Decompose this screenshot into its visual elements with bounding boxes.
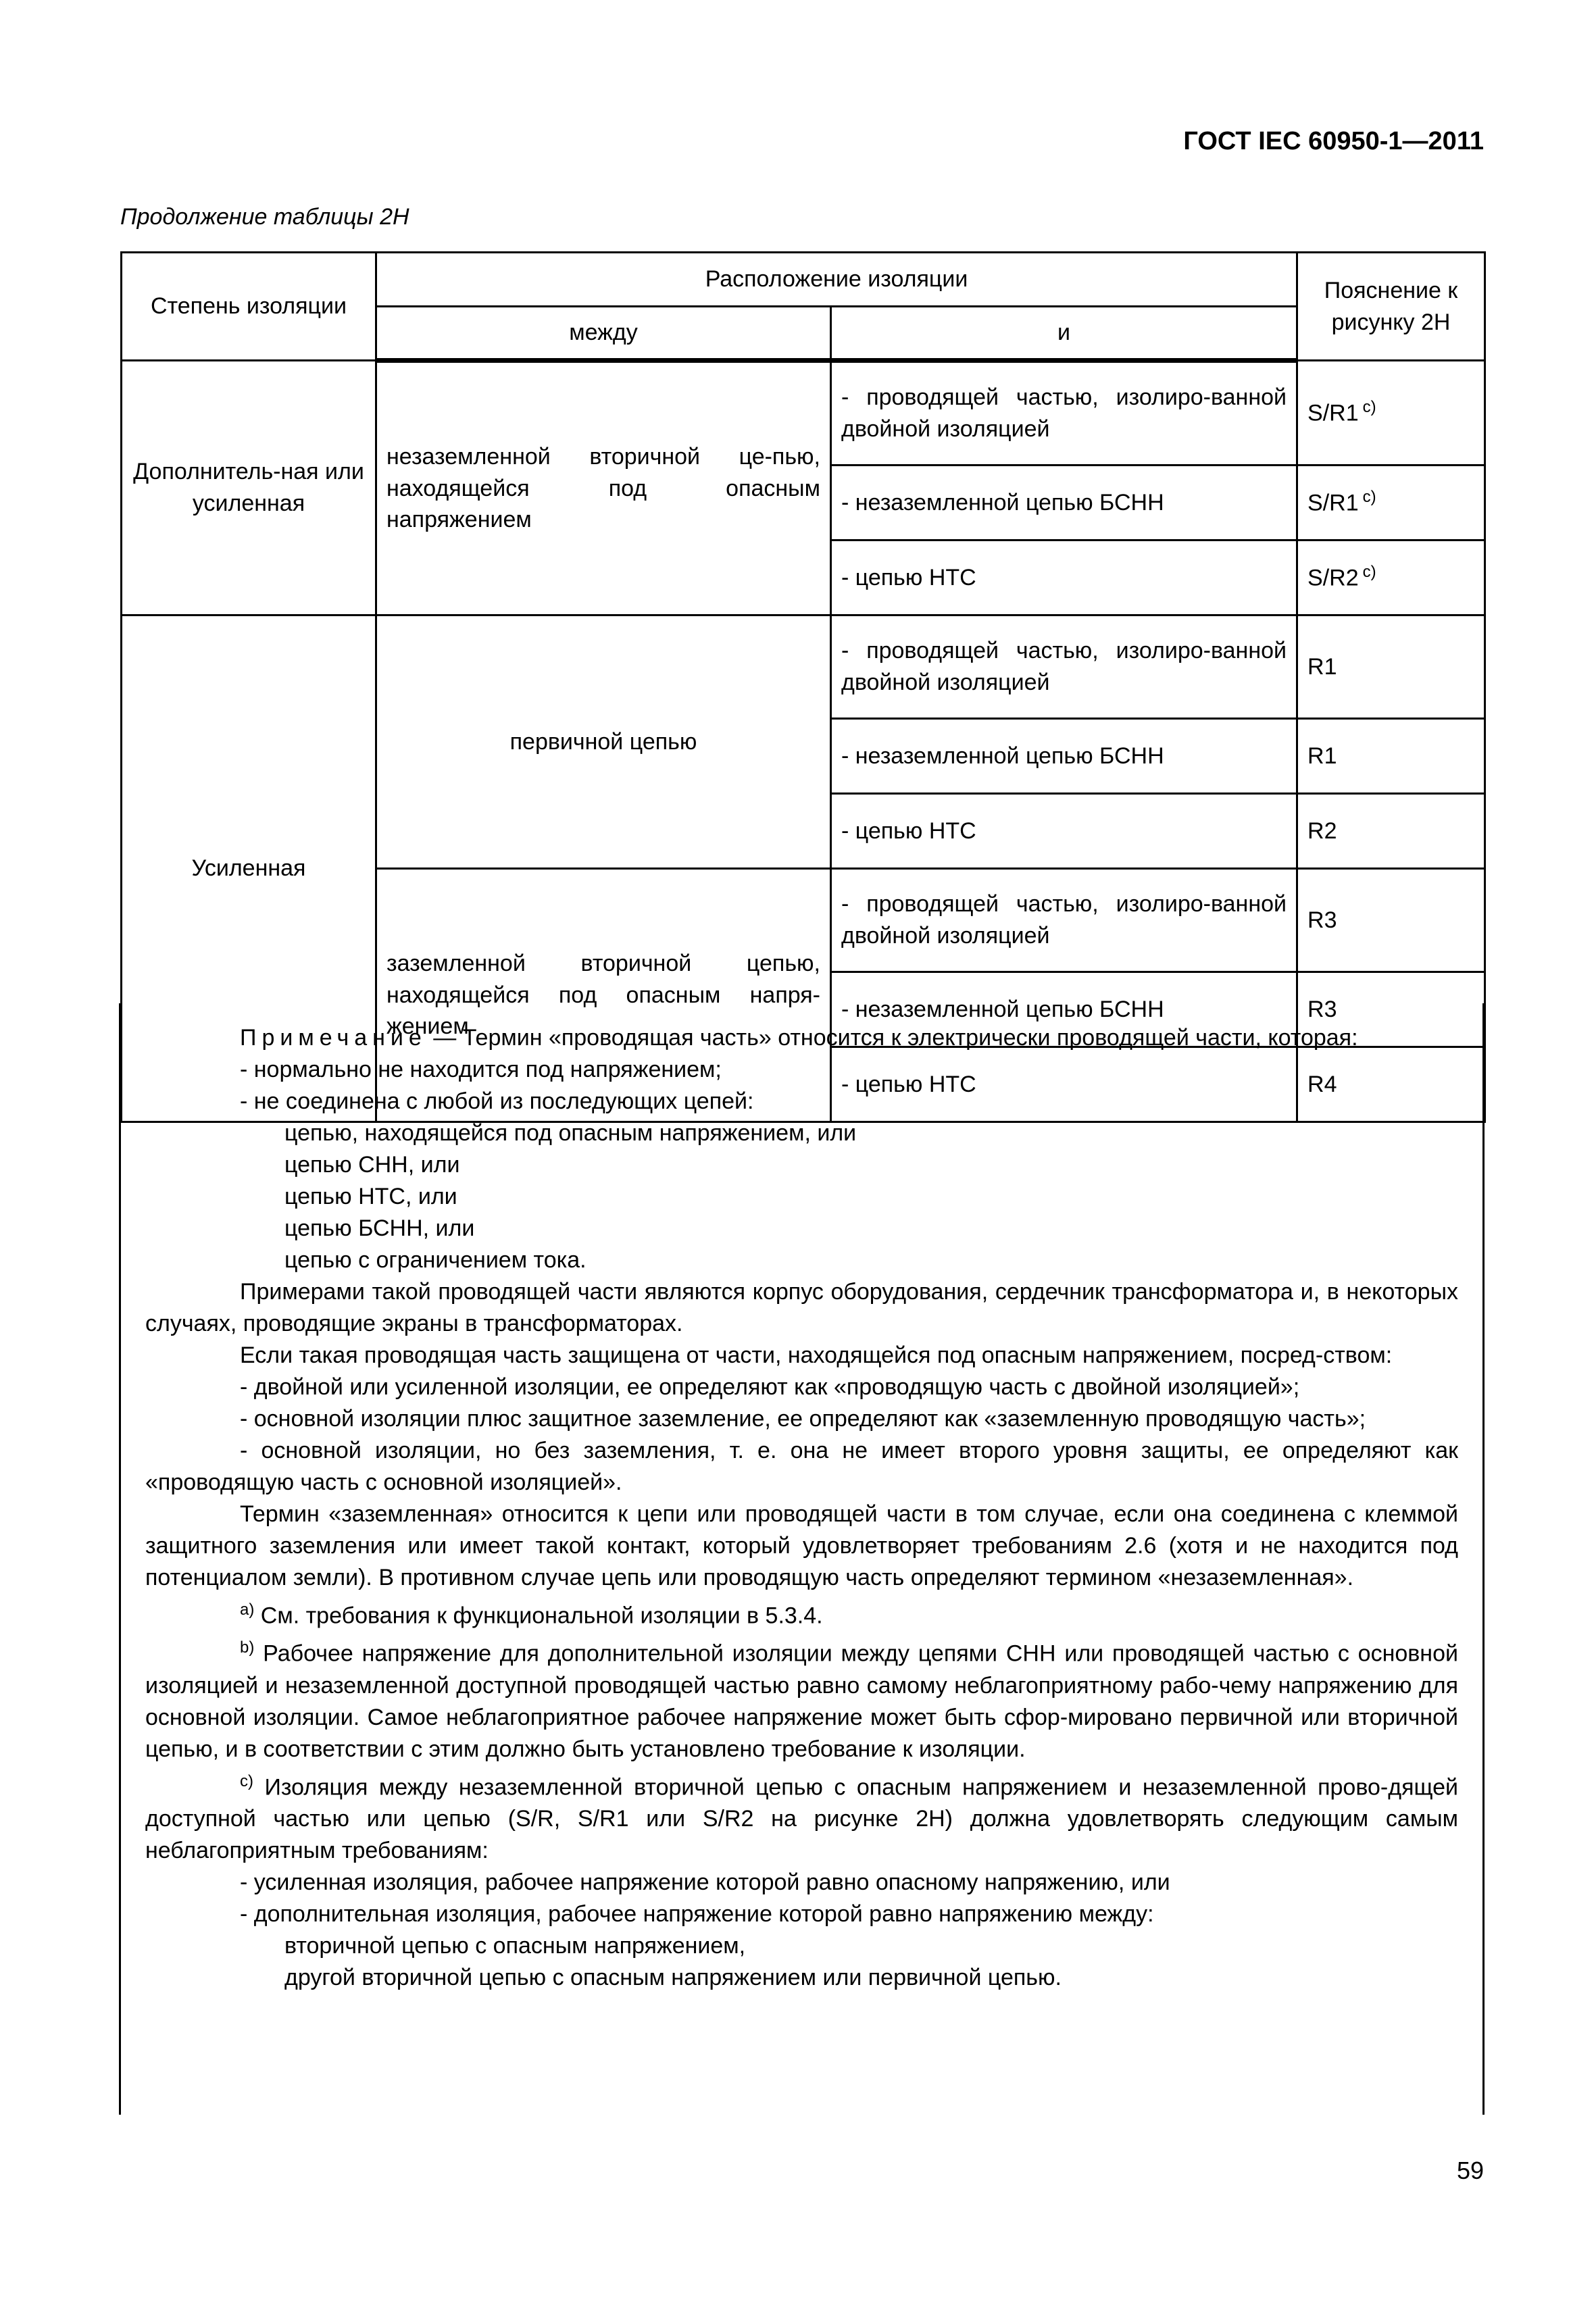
ref-cell: R4: [1297, 1047, 1485, 1122]
header-and: и: [831, 307, 1297, 361]
note-paragraph: Термин «заземленная» относится к цепи или проводящей части в том случае, если она соединена с клеммой защитного заземления или имеет такой контакт, который удовлетворяет требованиям 2.6 (хотя и не находится под потенциалом земли). В противном случае цепь или проводящую часть определяют термином «незаземленная».: [145, 1501, 1458, 1590]
note-line: - основной изоляции плюс защитное заземление, ее определяют как «заземленную проводящую часть»;: [240, 1406, 1366, 1432]
footnote-mark: b): [240, 1638, 255, 1657]
footnote-c: $^{c)}$ Изоляция между незаземленной вторичной цепью с опасным напряжением и незаземленной прово-дящей доступной частью или цепью (S/R, S/R1 или S/R2 на рисунке 2Н) должна удовлетворять следующим самым неблагоприятным требованиям:: [145, 1771, 1458, 1863]
footnote-ref: c): [1362, 488, 1376, 507]
note-label: Примечание: [240, 1025, 427, 1051]
between-cell: заземленной вторичной цепью, находящейся под опасным напря-жением: [376, 869, 831, 1122]
ref-cell: S/R1 $^{c)}$: [1297, 361, 1485, 466]
footnote-mark: a): [240, 1601, 255, 1619]
note-line: цепью СНН, или: [284, 1152, 460, 1178]
note-paragraph: - основной изоляции, но без заземления, т. е. она не имеет второго уровня защиты, ее определяют как «проводящую часть с основной изоляцией».: [145, 1438, 1458, 1495]
note-line: вторичной цепью с опасным напряжением,: [284, 1932, 746, 1959]
note-line: - дополнительная изоляция, рабочее напряжение которой равно напряжению между:: [240, 1901, 1154, 1927]
and-cell: - проводящей частью, изолиро-ванной двойной изоляцией: [831, 361, 1297, 466]
note-line: - усиленная изоляция, рабочее напряжение которой равно опасному напряжению, или: [240, 1869, 1170, 1895]
note-line: цепью БСНН, или: [284, 1215, 475, 1241]
ref-cell: S/R1 $^{c)}$: [1297, 466, 1485, 540]
header-location: Расположение изоляции: [376, 253, 1297, 307]
header-degree: Степень изоляции: [122, 253, 376, 361]
and-cell: - цепью НТС: [831, 540, 1297, 615]
ref-cell: R2: [1297, 794, 1485, 869]
standard-number: ГОСТ IEC 60950-1—2011: [1183, 127, 1484, 155]
degree-cell: Дополнитель-ная или усиленная: [122, 361, 376, 615]
table-caption: Продолжение таблицы 2Н: [120, 204, 409, 230]
note-line: другой вторичной цепью с опасным напряжением или первичной цепью.: [284, 1964, 1062, 1990]
footnote-mark: c): [240, 1771, 253, 1790]
and-cell: - цепью НТС: [831, 794, 1297, 869]
table-notes: [119, 1003, 1485, 2115]
and-cell: - проводящей частью, изолиро-ванной двойной изоляцией: [831, 869, 1297, 972]
note-intro: Примечание — Термин «проводящая часть» относится к электрически проводящей части, которая:: [240, 1025, 1358, 1051]
and-cell: - незаземленной цепью БСНН: [831, 466, 1297, 540]
note-line: - нормально не находится под напряжением;: [240, 1057, 722, 1082]
ref-cell: R1: [1297, 615, 1485, 719]
note-line: цепью НТС, или: [284, 1184, 457, 1209]
header-between: между: [376, 307, 831, 361]
note-line: - двойной или усиленной изоляции, ее определяют как «проводящую часть с двойной изоляцией»;: [240, 1374, 1300, 1400]
note-paragraph: Если такая проводящая часть защищена от части, находящейся под опасным напряжением, посред-ством:: [240, 1342, 1393, 1368]
and-cell: - цепью НТС: [831, 1047, 1297, 1122]
between-cell: незаземленной вторичной це-пью, находящейся под опасным напряжением: [376, 361, 831, 615]
footnote-a: $^{a)}$ См. требования к функциональной изоляции в 5.3.4.: [240, 1601, 823, 1629]
page-number: 59: [1456, 2157, 1484, 2184]
note-line: - не соединена с любой из последующих цепей:: [240, 1088, 754, 1114]
note-paragraph: Примерами такой проводящей части являются корпус оборудования, сердечник трансформатора и, в некоторых случаях, проводящие экраны в трансформаторах.: [145, 1279, 1458, 1336]
ref-cell: R3: [1297, 972, 1485, 1047]
and-cell: - проводящей частью, изолиро-ванной двойной изоляцией: [831, 615, 1297, 719]
and-cell: - незаземленной цепью БСНН: [831, 719, 1297, 794]
footnote-b: $^{b)}$ Рабочее напряжение для дополнительной изоляции между цепями СНН или проводящей частью с основной изоляцией и незаземленной доступной проводящей частью равно самому неблагоприятному рабо-чему напряжению для основной изоляции. Самое неблагоприятное рабочее напряжение может быть сфор-мировано первичной или вторичной цепью, и в соответствии с этим должно быть установлено требование к изоляции.: [145, 1638, 1458, 1762]
ref-cell: R1: [1297, 719, 1485, 794]
ref-cell: S/R2 $^{c)}$: [1297, 540, 1485, 615]
table-row: [122, 615, 1485, 719]
table-row: [122, 361, 1485, 466]
insulation-table: [120, 251, 1486, 1123]
ref-cell: R3: [1297, 869, 1485, 972]
between-cell: первичной цепью: [376, 615, 831, 869]
note-line: цепью, находящейся под опасным напряжением, или: [284, 1120, 857, 1146]
and-cell: - незаземленной цепью БСНН: [831, 972, 1297, 1047]
footnote-ref: c): [1362, 563, 1376, 582]
note-line: цепью с ограничением тока.: [284, 1247, 587, 1273]
header-explanation: Пояснение к рисунку 2Н: [1297, 253, 1485, 361]
footnote-ref: c): [1362, 398, 1376, 417]
degree-cell: Усиленная: [122, 615, 376, 1122]
